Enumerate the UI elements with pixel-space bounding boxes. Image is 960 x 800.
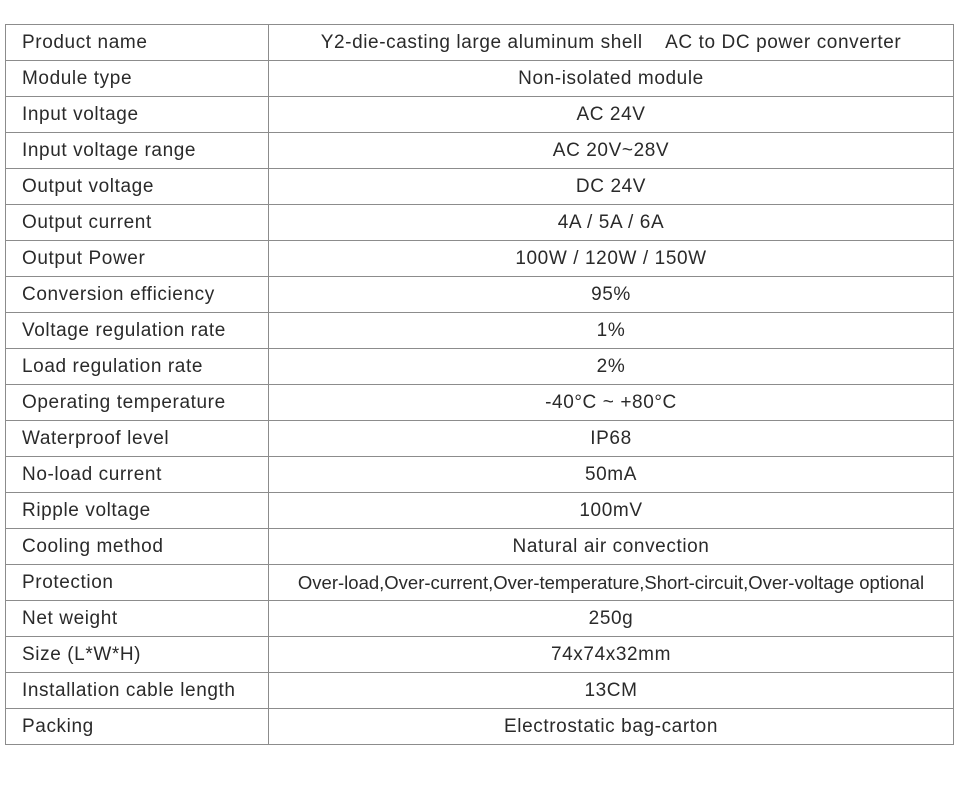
spec-label: Load regulation rate bbox=[6, 349, 269, 385]
spec-value: AC 24V bbox=[269, 97, 954, 133]
spec-label: Operating temperature bbox=[6, 385, 269, 421]
spec-label: Input voltage bbox=[6, 97, 269, 133]
spec-label: Product name bbox=[6, 25, 269, 61]
spec-label: Ripple voltage bbox=[6, 493, 269, 529]
spec-label: Cooling method bbox=[6, 529, 269, 565]
spec-table bbox=[5, 24, 954, 745]
spec-value: AC 20V~28V bbox=[269, 133, 954, 169]
spec-label: Output Power bbox=[6, 241, 269, 277]
spec-label: Packing bbox=[6, 709, 269, 745]
spec-value: 95% bbox=[269, 277, 954, 313]
table-row bbox=[6, 25, 954, 61]
table-row bbox=[6, 205, 954, 241]
table-row bbox=[6, 61, 954, 97]
table-row bbox=[6, 169, 954, 205]
spec-label: Voltage regulation rate bbox=[6, 313, 269, 349]
table-row bbox=[6, 385, 954, 421]
spec-value: Over-load,Over-current,Over-temperature,Short-circuit,Over-voltage optional bbox=[269, 565, 954, 601]
table-row bbox=[6, 97, 954, 133]
spec-value: 100W / 120W / 150W bbox=[269, 241, 954, 277]
table-row bbox=[6, 133, 954, 169]
spec-value: -40°C ~ +80°C bbox=[269, 385, 954, 421]
spec-value: 2% bbox=[269, 349, 954, 385]
table-row bbox=[6, 529, 954, 565]
spec-label: Module type bbox=[6, 61, 269, 97]
spec-label: Output voltage bbox=[6, 169, 269, 205]
spec-value: DC 24V bbox=[269, 169, 954, 205]
table-row bbox=[6, 313, 954, 349]
spec-value: 4A / 5A / 6A bbox=[269, 205, 954, 241]
spec-label: Conversion efficiency bbox=[6, 277, 269, 313]
spec-value: 100mV bbox=[269, 493, 954, 529]
spec-label: Size (L*W*H) bbox=[6, 637, 269, 673]
spec-value: 50mA bbox=[269, 457, 954, 493]
spec-value: 1% bbox=[269, 313, 954, 349]
spec-label: Waterproof level bbox=[6, 421, 269, 457]
table-row bbox=[6, 277, 954, 313]
table-row bbox=[6, 637, 954, 673]
spec-value: IP68 bbox=[269, 421, 954, 457]
table-row bbox=[6, 493, 954, 529]
table-row bbox=[6, 457, 954, 493]
spec-value: Y2-die-casting large aluminum shell AC to DC power converter bbox=[269, 25, 954, 61]
table-row bbox=[6, 709, 954, 745]
spec-label: Output current bbox=[6, 205, 269, 241]
table-row bbox=[6, 241, 954, 277]
spec-value: Non-isolated module bbox=[269, 61, 954, 97]
spec-value: 250g bbox=[269, 601, 954, 637]
table-row bbox=[6, 673, 954, 709]
spec-value: 13CM bbox=[269, 673, 954, 709]
table-row bbox=[6, 565, 954, 601]
table-row bbox=[6, 349, 954, 385]
spec-label: No-load current bbox=[6, 457, 269, 493]
spec-label: Input voltage range bbox=[6, 133, 269, 169]
spec-value: 74x74x32mm bbox=[269, 637, 954, 673]
spec-label: Installation cable length bbox=[6, 673, 269, 709]
spec-value: Natural air convection bbox=[269, 529, 954, 565]
table-row bbox=[6, 601, 954, 637]
table-row bbox=[6, 421, 954, 457]
spec-label: Protection bbox=[6, 565, 269, 601]
spec-label: Net weight bbox=[6, 601, 269, 637]
spec-value: Electrostatic bag-carton bbox=[269, 709, 954, 745]
